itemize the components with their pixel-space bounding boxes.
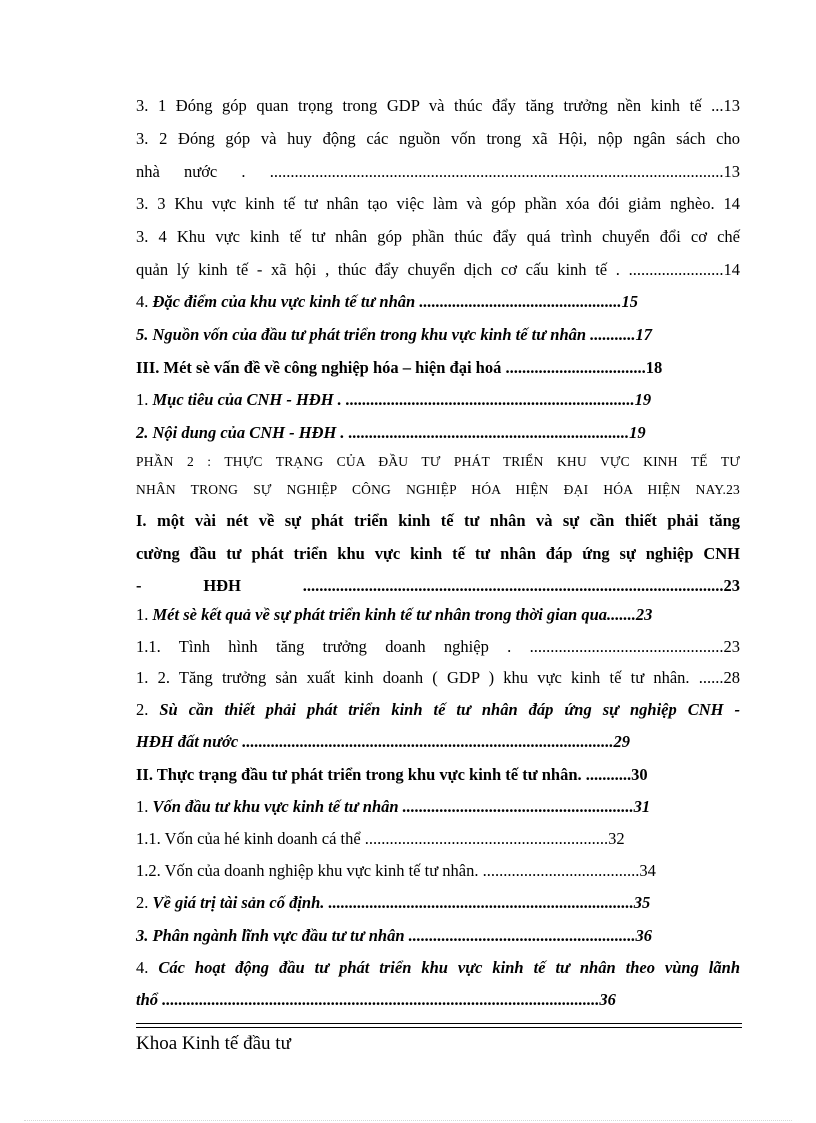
toc-number: 2.	[136, 893, 149, 912]
toc-entry-P2-I-cont	[136, 544, 740, 564]
toc-text: Về giá trị tài sản cố định. ..........................................................................35	[152, 893, 651, 912]
footer-rule-top	[136, 1023, 742, 1024]
toc-entry-1-1	[136, 637, 740, 657]
toc-entry-P2-I-1	[136, 605, 740, 625]
toc-text: 3. 4 Khu vực kinh tế tư nhân góp phần thúc đẩy quá trình chuyển đổi cơ chế	[136, 227, 740, 246]
toc-text: Sù cần thiết phải phát triển kinh tế tư nhân đáp ứng sự nghiệp CNH -	[159, 700, 740, 719]
toc-entry-3-1	[136, 96, 740, 116]
toc-entry-III	[136, 358, 740, 378]
toc-text: 3. 3 Khu vực kinh tế tư nhân tạo việc làm và góp phần xóa đói giảm nghèo. 14	[136, 194, 740, 213]
toc-entry-P2-II-3	[136, 926, 740, 946]
page-footer: Khoa Kinh tế đầu tư	[136, 1033, 291, 1054]
toc-text: quản lý kinh tế - xã hội , thúc đẩy chuyển dịch cơ cấu kinh tế . .......................14	[136, 260, 740, 279]
toc-text: 3. 1 Đóng góp quan trọng trong GDP và thúc đẩy tăng trưởng nền kinh tế ...13	[136, 96, 740, 115]
toc-entry-3-4	[136, 227, 740, 247]
toc-entry-II-1-1	[136, 829, 740, 849]
toc-text: NHÂN TRONG SỰ NGHIỆP CÔNG NGHIỆP HÓA HIỆN ĐẠI HÓA HIỆN NAY.23	[136, 482, 740, 497]
toc-number: 1.	[136, 390, 149, 409]
toc-entry-III-1	[136, 390, 740, 410]
toc-text: 3. 2 Đóng góp và huy động các nguồn vốn trong xã Hội, nộp ngân sách cho	[136, 129, 740, 148]
toc-text: 1. 2. Tăng trưởng sản xuất kinh doanh ( GDP ) khu vực kinh tế tư nhân. ......28	[136, 668, 740, 687]
toc-entry-3-4-cont	[136, 260, 740, 280]
toc-text: - HĐH ......................................................................................................23	[136, 576, 740, 595]
toc-entry-5	[136, 325, 740, 345]
toc-text: PHẦN 2 : THỰC TRẠNG CỦA ĐẦU TƯ PHÁT TRIỂN KHU VỰC KINH TẾ TƯ	[136, 454, 740, 469]
toc-text: 2. Nội dung của CNH - HĐH . ....................................................................19	[136, 423, 646, 442]
toc-text: Vốn đầu tư khu vực kinh tế tư nhân ........................................................31	[152, 797, 651, 816]
toc-text: 1.2. Vốn của doanh nghiệp khu vực kinh tế tư nhân. ......................................34	[136, 861, 656, 880]
toc-text: II. Thực trạng đầu tư phát triển trong khu vực kinh tế tư nhân. ...........30	[136, 765, 648, 784]
toc-entry-3-2-cont	[136, 162, 740, 182]
toc-entry-P2-I-cont2	[136, 576, 740, 596]
toc-entry-P2-II	[136, 765, 740, 785]
toc-text: Đặc điểm của khu vực kinh tế tư nhân .................................................15	[152, 292, 638, 311]
page-edge-divider	[24, 1120, 792, 1121]
toc-text: I. một vài nét về sự phát triển kinh tế tư nhân và sự cần thiết phải tăng	[136, 511, 740, 530]
toc-text: Các hoạt động đầu tư phát triển khu vực kinh tế tư nhân theo vùng lãnh	[158, 958, 740, 977]
toc-entry-P2-II-1	[136, 797, 740, 817]
toc-entry-P2-I	[136, 511, 740, 531]
toc-part-2	[136, 452, 740, 472]
toc-entry-III-2	[136, 423, 740, 443]
toc-text: III. Mét sè vấn đề về công nghiệp hóa – hiện đại hoá ..................................18	[136, 358, 663, 377]
footer-rule-bottom	[136, 1027, 742, 1028]
toc-number: 4.	[136, 292, 149, 311]
toc-entry-P2-I-2	[136, 700, 740, 720]
toc-part-2-cont	[136, 480, 740, 500]
toc-text: Mét sè kết quả về sự phát triển kinh tế tư nhân trong thời gian qua.......23	[152, 605, 653, 624]
toc-text: 1.1. Tình hình tăng trưởng doanh nghiệp . ...............................................23	[136, 637, 740, 656]
toc-number: 4.	[136, 958, 149, 977]
toc-text: 3. Phân ngành lĩnh vực đầu tư tư nhân .......................................................36	[136, 926, 653, 945]
toc-entry-P2-II-4-cont	[136, 990, 740, 1010]
toc-text: cường đầu tư phát triển khu vực kinh tế tư nhân đáp ứng sự nghiệp CNH	[136, 544, 740, 563]
toc-number: 2.	[136, 700, 149, 719]
toc-text: 1.1. Vốn của hé kinh doanh cá thể ...........................................................32	[136, 829, 625, 848]
toc-entry-P2-II-2	[136, 893, 740, 913]
toc-entry-P2-II-4	[136, 958, 740, 978]
toc-entry-1-2	[136, 668, 740, 688]
toc-entry-3-3	[136, 194, 740, 214]
toc-text: thổ ..........................................................................................................36	[136, 990, 616, 1009]
toc-entry-3-2	[136, 129, 740, 149]
toc-number: 1.	[136, 605, 149, 624]
toc-number: 1.	[136, 797, 149, 816]
toc-entry-II-1-2	[136, 861, 740, 881]
toc-entry-4	[136, 292, 740, 312]
toc-text: HĐH đất nước ..........................................................................................29	[136, 732, 631, 751]
toc-text: 5. Nguồn vốn của đầu tư phát triển trong khu vực kinh tế tư nhân ...........17	[136, 325, 653, 344]
toc-entry-P2-I-2-cont	[136, 732, 740, 752]
toc-text: nhà nước . ..............................................................................................................13	[136, 162, 740, 181]
toc-text: Mục tiêu của CNH - HĐH . ......................................................................19	[152, 390, 652, 409]
